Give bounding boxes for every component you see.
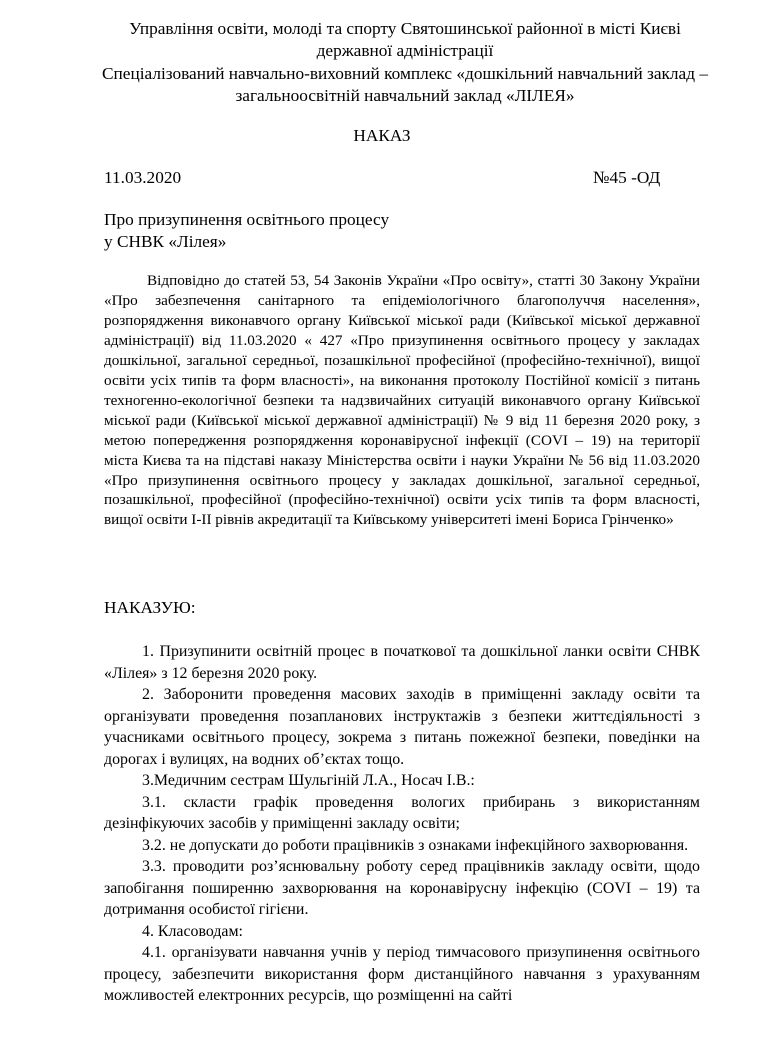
order-number: №45 -ОД bbox=[593, 168, 661, 187]
order-item: 4.1. організувати навчання учнів у період тимчасового призупинення освітнього процесу, забезпечити використання форм дистанційного навчання з урахуванням можливостей електронних ресурсів, що розміщенні на сайті bbox=[104, 944, 700, 1004]
order-item: 3.1. скласти графік проведення вологих прибирань з використанням дезінфікуючих засобів у приміщенні закладу освіти; bbox=[104, 793, 700, 832]
order-subject bbox=[104, 209, 389, 253]
order-items bbox=[104, 641, 700, 1007]
document-title: НАКАЗ bbox=[353, 126, 411, 145]
header-authority: Управління освіти, молоді та спорту Святошинської районної в місті Києві державної адміністрації bbox=[129, 19, 681, 60]
preamble-paragraph: Відповідно до статей 53, 54 Законів України «Про освіту», статті 30 Закону України «Про забезпечення санітарного та епідеміологічного благополуччя населення», розпорядження виконавчого органу Київської міської ради (Київської міської державної адміністрації) від 11.03.2020 « 427 «Про призупинення освітнього процесу у закладах дошкільної, загальної середньої, позашкільної професійної (професійно-технічної), вищої освіти усіх типів та форм власності», на виконання протоколу Постійної комісії з питань техногенно-екологічної безпеки та надзвичайних ситуацій виконавчого органу Київської міської ради (Київської міської державної адміністрації) № 9 від 11 березня 2020 року, з метою попередження розпорядження коронавірусної інфекції (COVI – 19) на території міста Києва та на підставі наказу Міністерства освіти і науки України № 56 від 11.03.2020 «Про призупинення освітнього процесу у закладах дошкільної, загальної середньої, позашкільної, професійної (професійно-технічної) освіти усіх типів та форм власності, вищої освіти І-ІІ рівнів акредитації та Київському університеті імені Бориса Грінченко» bbox=[104, 272, 700, 529]
order-item: 3.2. не допускати до роботи працівників з ознаками інфекційного захворювання. bbox=[142, 836, 689, 854]
order-item: 4. Класоводам: bbox=[142, 922, 243, 940]
order-item: 3.Медичним сестрам Шульгіній Л.А., Носач І.В.: bbox=[142, 772, 475, 789]
order-item: 2. Заборонити проведення масових заходів в приміщенні закладу освіти та організувати проведення позапланових інструктажів з безпеки життєдіяльності з учасниками освітнього процесу, зокрема з питань пожежної безпеки, поведінки на дорогах і вулицях, на водних об’єктах тощо. bbox=[104, 686, 700, 768]
order-subject-line-1: Про призупинення освітнього процесу bbox=[104, 210, 390, 229]
order-item: 1. Призупинити освітній процес в початкової та дошкільної ланки освіти СНВК «Лілея» з 12 березня 2020 року. bbox=[104, 643, 700, 682]
order-directive-heading: НАКАЗУЮ: bbox=[104, 598, 196, 617]
order-item: 3.3. проводити роз’яснювальну роботу серед працівників закладу освіти, щодо запобігання поширенню захворювання на коронавірусну інфекцію (COVI – 19) та дотримання особистої гігієни. bbox=[104, 858, 700, 918]
order-subject-line-2: у СНВК «Лілея» bbox=[104, 232, 227, 251]
order-date: 11.03.2020 bbox=[104, 168, 182, 187]
header-institution: Спеціалізований навчально-виховний комплекс «дошкільний навчальний заклад – загальноосвітній навчальний заклад «ЛІЛЕЯ» bbox=[102, 64, 708, 105]
